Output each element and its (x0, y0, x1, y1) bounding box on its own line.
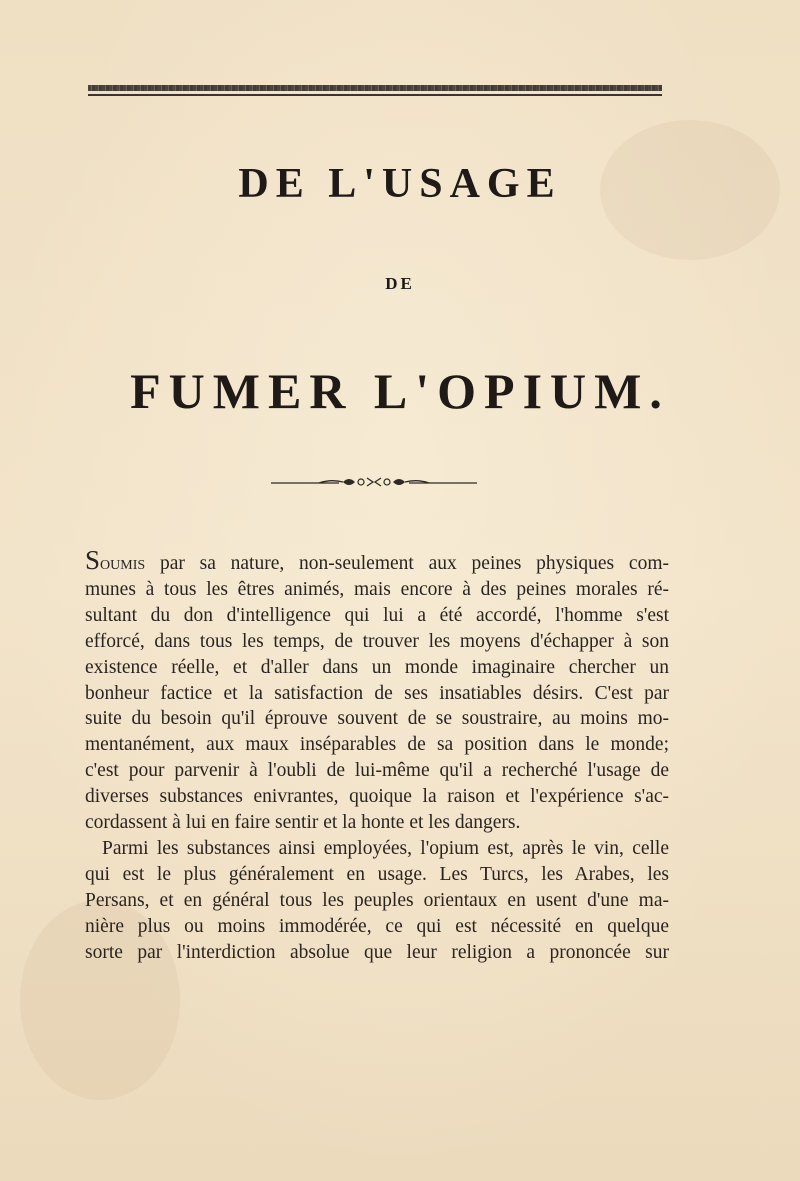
text-line: mentanément, aux maux inséparables de sa position dans le monde; (85, 734, 669, 756)
chapter-title-line3: FUMER L'OPIUM. (130, 363, 670, 419)
text-line: nière plus ou moins immodérée, ce qui est nécessité en quelque (85, 915, 669, 937)
body-text (85, 545, 669, 966)
text-line: existence réelle, et d'aller dans un monde imaginaire chercher un (85, 656, 669, 678)
text-line: sultant du don d'intelligence qui lui a été accordé, l'homme s'est (85, 604, 669, 626)
text-line: c'est pour parvenir à l'oubli de lui-même qu'il a recherché l'usage de (85, 760, 669, 782)
paragraph-1 (85, 545, 669, 836)
text-line: efforcé, dans tous les temps, de trouver les moyens d'échapper à son (85, 630, 669, 652)
first-word-rest: oumis (100, 553, 146, 574)
text-line: bonheur factice et la satisfaction de ses insatiables désirs. C'est par (85, 682, 669, 704)
ornament-divider-icon (271, 474, 477, 490)
chapter-title-line1: DE L'USAGE (238, 161, 562, 207)
text-line: sorte par l'interdiction absolue que leur religion a prononcée sur (85, 941, 669, 963)
text-line: qui est le plus généralement en usage. Les Turcs, les Arabes, les (85, 863, 669, 885)
text-line: munes à tous les êtres animés, mais encore à des peines morales ré- (85, 578, 669, 600)
paragraph-2 (85, 836, 669, 966)
text-line: Parmi les substances ainsi employées, l'opium est, après le vin, celle (102, 837, 669, 859)
text-line: Persans, et en général tous les peuples orientaux en usent d'une ma- (85, 889, 669, 911)
top-rule-thin-icon (88, 94, 662, 96)
text-line (85, 545, 669, 577)
text-line: diverses substances enivrantes, quoique la raison et l'expérience s'ac- (85, 786, 669, 808)
top-rule-thick-icon (88, 85, 662, 91)
text-line: cordassent à lui en faire sentir et la honte et les dangers. (85, 812, 521, 834)
text-line-content: par sa nature, non-seulement aux peines physiques com- (145, 553, 669, 574)
text-line: suite du besoin qu'il éprouve souvent de se soustraire, au moins mo- (85, 708, 669, 730)
chapter-title-line2: DE (385, 274, 415, 293)
drop-cap: S (85, 545, 101, 575)
